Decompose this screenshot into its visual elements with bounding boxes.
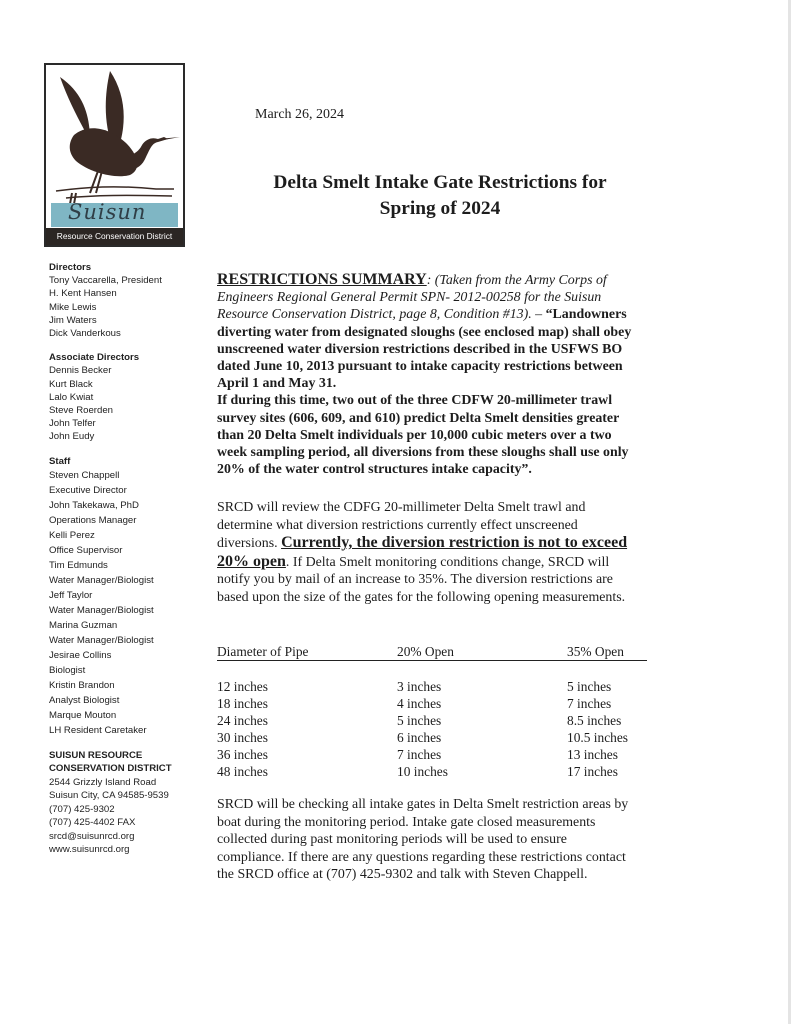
associate-director-name: Kurt Black — [49, 378, 93, 390]
pipe-diameter: 12 inches — [217, 679, 268, 694]
review-text-2: . If Delta Smelt monitoring conditions change, SRCD will notify you by mail of an increase to 35%. The diversion restrictions are based upon the size of the gates for the following opening measurements. — [217, 554, 626, 605]
column-header: 20% Open — [397, 644, 454, 659]
table-row — [217, 678, 647, 695]
staff-role: Biologist — [49, 664, 86, 676]
summary-heading: RESTRICTIONS SUMMARY — [217, 271, 427, 288]
open-35: 7 inches — [567, 696, 612, 712]
open-35: 5 inches — [567, 679, 612, 694]
summary-quote-2: If during this time, two out of the three CDFW 20-millimeter trawl survey sites (606, 609, and 610) predict Delta Smelt densities greater than 20 Delta Smelt individuals per 10,000 cubic meters over a two week sampling period, all diversions from these sloughs shall use only 20% of the water control structures intake capacity”. — [217, 393, 629, 478]
sidebar — [49, 261, 199, 868]
review-text-1: SRCD will review the CDFG 20-millimeter Delta Smelt trawl and determine what diversion restrictions currently effect unscreened diversions. — [217, 500, 586, 552]
contact-phone: (707) 425-9302 — [49, 803, 115, 815]
column-header: 35% Open — [567, 644, 624, 659]
open-20: 6 inches — [397, 730, 442, 746]
contact-fax: (707) 425-4402 FAX — [49, 817, 136, 829]
open-20: 7 inches — [397, 747, 442, 763]
pipe-diameter: 48 inches — [217, 764, 268, 780]
table-row — [217, 695, 647, 712]
directors-heading: Directors — [49, 262, 92, 273]
staff-name: Kristin Brandon — [49, 679, 115, 691]
staff-name: Jesirae Collins — [49, 649, 112, 661]
logo-wordmark: Suisun — [68, 200, 147, 224]
open-20: 10 inches — [397, 764, 448, 780]
open-35: 8.5 inches — [567, 713, 622, 729]
staff-role: Water Manager/Biologist — [49, 604, 154, 616]
staff-role: Executive Director — [49, 484, 127, 496]
pipe-diameter: 30 inches — [217, 730, 268, 746]
summary-citation: : (Taken from the Army Corps of Engineers Regional General Permit SPN- 2012-00258 for the Suisun Resource Conservation District, page 8, Condition #13). — [217, 273, 607, 323]
pipe-diameter: 24 inches — [217, 713, 268, 729]
srcd-logo — [44, 63, 185, 247]
staff-role: Office Supervisor — [49, 544, 123, 556]
associate-directors-section — [49, 351, 199, 443]
table-row — [217, 746, 647, 763]
contact-city: Suisun City, CA 94585-9539 — [49, 790, 169, 802]
staff-name: Kelli Perez — [49, 529, 95, 541]
associate-director-name: Lalo Kwiat — [49, 391, 94, 403]
director-name: Jim Waters — [49, 314, 97, 326]
director-name: Tony Vaccarella, President — [49, 275, 162, 287]
title-line-1: Delta Smelt Intake Gate Restrictions for — [273, 172, 607, 193]
associate-director-name: John Eudy — [49, 431, 95, 443]
open-20: 4 inches — [397, 696, 442, 712]
director-name: Mike Lewis — [49, 301, 97, 313]
logo-caption: Resource Conservation District — [46, 228, 183, 245]
contact-address: 2544 Grizzly Island Road — [49, 776, 157, 788]
staff-name: John Takekawa, PhD — [49, 499, 139, 511]
contact-section — [49, 749, 199, 857]
staff-role: Analyst Biologist — [49, 694, 120, 706]
open-35: 17 inches — [567, 764, 618, 780]
staff-role: Operations Manager — [49, 514, 137, 526]
staff-name: Marque Mouton — [49, 709, 117, 721]
table-header-row — [217, 643, 647, 661]
gate-opening-table — [217, 643, 647, 781]
closing-paragraph: SRCD will be checking all intake gates in Delta Smelt restriction areas by boat during the monitoring period. Intake gate closed measurements collected during past monitoring periods will be used to ensure compliance. If there are any questions regarding these restrictions contact the SRCD office at (707) 425-9302 and talk with Steven Chappell. — [217, 797, 629, 883]
summary-dash: – — [531, 307, 546, 323]
summary-quote-1: “Landowners diverting water from designated sloughs (see enclosed map) shall obey unscreened water diversion restrictions described in the USFWS BO dated June 10, 2013 pursuant to intake capacity restrictions between April 1 and May 31. — [217, 307, 632, 392]
column-header: Diameter of Pipe — [217, 644, 309, 659]
restrictions-summary — [217, 271, 635, 478]
staff-name: Marina Guzman — [49, 619, 118, 631]
contact-email: srcd@suisunrcd.org — [49, 830, 135, 842]
document-title — [230, 170, 650, 222]
staff-section — [49, 455, 199, 738]
staff-name: Tim Edmunds — [49, 559, 108, 571]
director-name: H. Kent Hansen — [49, 288, 117, 300]
staff-role: LH Resident Caretaker — [49, 724, 147, 736]
associate-directors-heading: Associate Directors — [49, 352, 140, 364]
associate-director-name: Dennis Becker — [49, 365, 112, 377]
staff-heading: Staff — [49, 455, 71, 467]
table-row — [217, 729, 647, 746]
title-line-2: Spring of 2024 — [379, 198, 501, 219]
open-20: 5 inches — [397, 713, 442, 729]
contact-website: www.suisunrcd.org — [49, 844, 130, 856]
restriction-emphasis: Currently, the diversion restriction is not to exceed 20% open — [217, 534, 628, 570]
staff-role: Water Manager/Biologist — [49, 634, 154, 646]
pipe-diameter: 18 inches — [217, 696, 268, 712]
open-20: 3 inches — [397, 679, 442, 694]
table-row — [217, 712, 647, 729]
pipe-diameter: 36 inches — [217, 747, 268, 763]
document-date: March 26, 2024 — [255, 107, 345, 122]
org-heading: CONSERVATION DISTRICT — [49, 763, 172, 775]
org-heading: SUISUN RESOURCE — [49, 749, 143, 761]
staff-name: Steven Chappell — [49, 469, 120, 481]
director-name: Dick Vanderkous — [49, 328, 121, 340]
open-35: 10.5 inches — [567, 730, 628, 746]
review-paragraph — [217, 499, 635, 607]
staff-role: Water Manager/Biologist — [49, 574, 154, 586]
table-row — [217, 763, 647, 780]
open-35: 13 inches — [567, 747, 618, 763]
associate-director-name: Steve Roerden — [49, 405, 113, 417]
directors-section — [49, 261, 199, 340]
associate-director-name: John Telfer — [49, 418, 96, 430]
staff-name: Jeff Taylor — [49, 589, 93, 601]
